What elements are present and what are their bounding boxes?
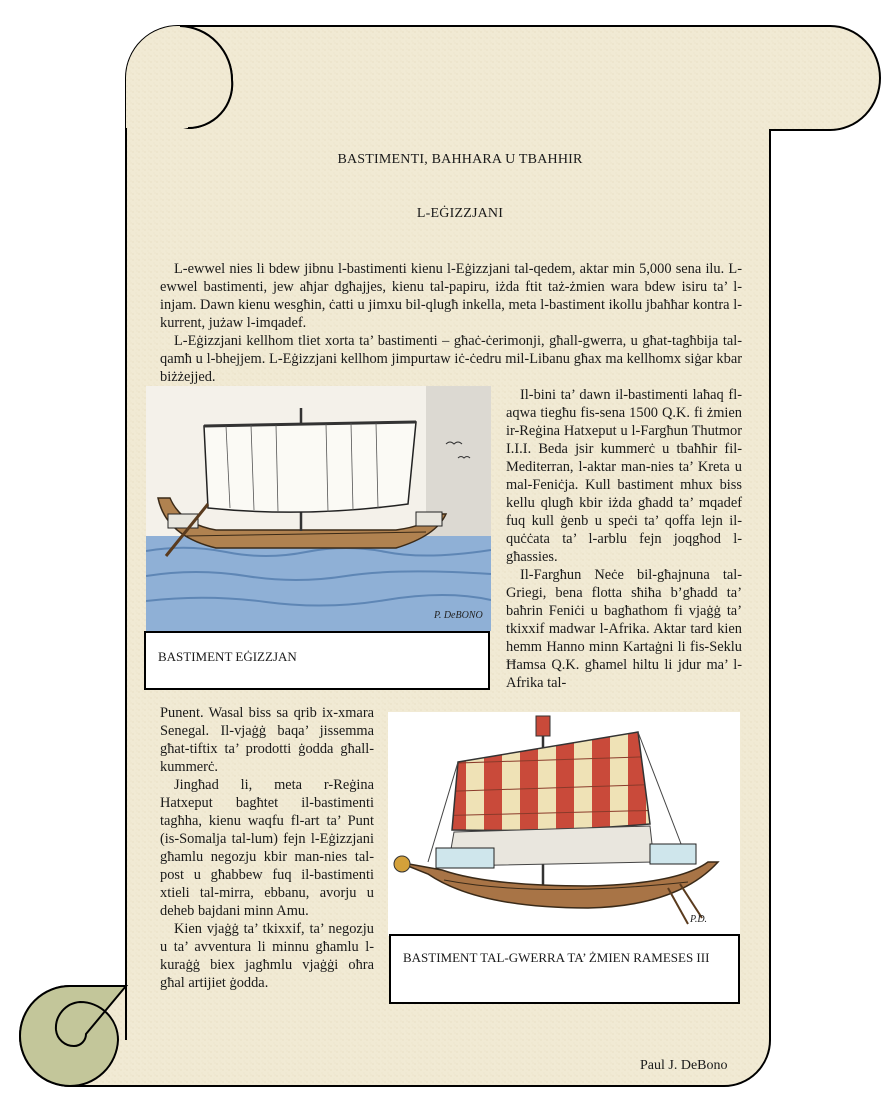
author-name: Paul J. DeBono	[640, 1058, 728, 1073]
right-paragraph: Il-bini ta’ dawn il-bastimenti laħaq fl-aqwa tiegħu fis-sena 1500 Q.K. fi żmien ir-Reġina Hatxeput u l-Fargħun Thutmor I.I.I. Beda jsir kummerċ u tbaħħir fil-Mediterran, l-aktar man-nies ta’ Kreta u mal-Feniċja. Kull bastiment mhux biss kellu qlugħ kbir iżda għadd ta’ mqadef fuq kull ġenb u speċi ta’ qoffa lejn il-quċċata ta’ l-arblu fejn joqgħod l-għassies.	[506, 387, 742, 565]
right-paragraph: Il-Fargħun Neċe bil-għajnuna tal-Griegi, bena flotta sħiħa b’għadd ta’ baħrin Feniċi u bagħathom fi vjaġġ ta’ tkixxif madwar l-Afrika. Aktar tard kien hemm Hanno minn Kartaġni li fis-Seklu Ħamsa Q.K. għamel hiltu li jdur ma’ l-Afrika tal-	[506, 567, 742, 691]
left-paragraph: Kien vjaġġ ta’ tkixxif, ta’ negozju u ta’ avventura li minnu għamlu l-kuraġġ biex jagħmlu vjaġġi oħra għal artijiet ġodda.	[160, 921, 374, 991]
left-paragraph: Punent. Wasal biss sa qrib ix-xmara Senegal. Il-vjaġġ baqa’ jissemma għat-tiftix ta’ prodotti ġodda għall-kummerċ.	[160, 705, 374, 775]
page-subtitle: L-EĠIZZJANI	[416, 206, 504, 221]
war-ship-illustration	[388, 712, 740, 936]
war-ship-caption-text: BASTIMENT TAL-GWERRA TA’ ŻMIEN RAMESES III	[403, 950, 710, 965]
egyptian-ship-caption-text: BASTIMENT EĠIZZJAN	[158, 649, 297, 664]
war-ship-caption	[389, 934, 740, 1004]
left-column-text	[160, 704, 374, 992]
egyptian-ship-signature: P. DeBONO	[434, 610, 483, 621]
left-paragraph: Jingħad li, meta r-Reġina Hatxeput bagħtet il-bastimenti tagħha, kienu waqfu fl-art ta’ Punt (is-Somalja tal-lum) fejn l-Eġizzjani għamlu negozju kbir man-nies tal-post u għabbew fuq il-bastimenti xtieli tal-mirra, ebbanu, avorju u deheb bajdani minn Amu.	[160, 777, 374, 919]
intro-paragraph: L-ewwel nies li bdew jibnu l-bastimenti kienu l-Eġizzjani tal-qedem, aktar min 5,000 sena ilu. L-ewwel bastimenti, jew aħjar dgħajjes, kienu tal-papiru, iżda ftit taż-żmien wara bdew isiru ta’ l-injam. Dawn kienu wesgħin, ċatti u jimxu bil-qlugħ inkella, meta l-bastiment ikollu jbaħħar kontra l-kurrent, jużaw l-imqadef.	[160, 261, 742, 331]
war-ship-signature: P.D.	[690, 914, 708, 925]
page-title: BASTIMENTI, BAHHARA U TBAHHIR	[337, 152, 583, 167]
intro-paragraph: L-Eġizzjani kellhom tliet xorta ta’ bastimenti – għaċ-ċerimonji, għall-gwerra, u għat-tagħbija tal-qamħ u l-bhejjem. L-Eġizzjani kellhom jimpurtaw iċ-ċedru mil-Libanu għax ma kellhomx siġar kbar biżżejjed.	[160, 333, 742, 385]
egyptian-ship-caption	[144, 631, 490, 690]
intro-text	[160, 260, 742, 386]
right-column-text	[506, 386, 742, 692]
egyptian-ship-illustration	[146, 386, 491, 631]
